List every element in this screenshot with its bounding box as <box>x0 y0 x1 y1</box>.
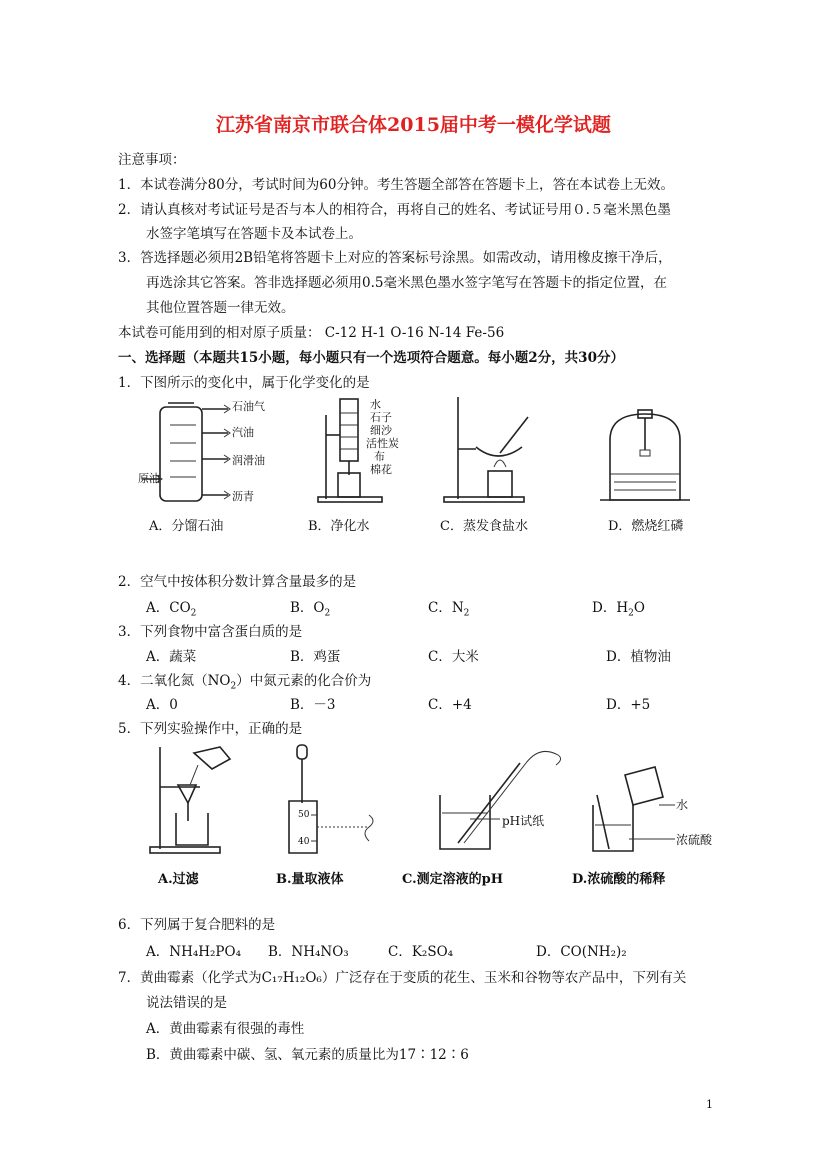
q3-option-c: C．大米 <box>428 649 479 665</box>
q2-option-b: B．$O_2$ <box>290 600 331 619</box>
q2-option-a: A．$CO_2$ <box>146 600 197 619</box>
notice-item-2b: 水签字笔填写在答题卡及本试卷上。 <box>146 226 362 242</box>
q5-caption-b: B.量取液体 <box>276 872 344 887</box>
q3-option-a: A．蔬菜 <box>146 649 197 665</box>
q6-option-a: A．NH₄H₂PO₄ <box>146 944 241 960</box>
q2-stem: 2．空气中按体积分数计算含量最多的是 <box>118 574 357 590</box>
q6-option-b: B．NH₄NO₃ <box>268 944 349 960</box>
notice-item-3a: 3．答选择题必须用2B铅笔将答题卡上对应的答案标号涂黑。如需改动，请用橡皮擦干净后， <box>118 250 672 266</box>
notice-item-3b: 再选涂其它答案。答非选择题必须用0.5毫米黑色墨水签字笔写在答题卡的指定位置，在 <box>146 275 667 291</box>
q7-option-b: B．黄曲霉素中碳、氢、氧元素的质量比为17∶12∶6 <box>146 1047 469 1063</box>
q1-caption-d: D．燃烧红磷 <box>608 519 684 534</box>
notice-heading: 注意事项： <box>118 152 186 168</box>
q6-stem: 6．下列属于复合肥料的是 <box>118 917 276 933</box>
label-sand: 细沙 <box>370 424 392 437</box>
cylinder-mark-40: 40 <box>298 837 310 847</box>
label-gasoline: 汽油 <box>232 426 254 439</box>
label-ph-paper: pH试纸 <box>502 814 545 828</box>
q1-caption-c: C．蒸发食盐水 <box>440 519 528 534</box>
ph-test-figure <box>430 745 580 855</box>
q7-stem-b: 说法错误的是 <box>146 995 227 1011</box>
label-crude-oil: 原油 <box>138 472 160 485</box>
q4-option-b: B．－3 <box>290 697 336 713</box>
q5-caption-d: D.浓硫酸的稀释 <box>572 872 666 887</box>
q4-option-c: C．+4 <box>428 697 472 713</box>
label-activated-carbon: 活性炭 <box>366 437 399 450</box>
q5-caption-a: A.过滤 <box>158 872 199 887</box>
q6-option-c: C．K₂SO₄ <box>388 944 454 960</box>
q1-stem: 1．下图所示的变化中，属于化学变化的是 <box>118 375 370 391</box>
q2-option-c: C．$N_2$ <box>428 600 470 619</box>
q3-stem: 3．下列食物中富含蛋白质的是 <box>118 624 303 640</box>
q4-option-d: D．+5 <box>606 697 651 713</box>
q5-caption-c: C.测定溶液的pH <box>402 872 504 887</box>
atomic-masses: 本试卷可能用到的相对原子质量： C-12 H-1 O-16 N-14 Fe-56 <box>118 325 505 341</box>
q3-option-d: D．植物油 <box>606 649 671 665</box>
label-water: 水 <box>370 398 381 411</box>
evaporation-figure <box>440 395 535 505</box>
label-concentrated-acid: 浓硫酸 <box>676 833 713 847</box>
q4-option-a: A．0 <box>146 697 178 713</box>
label-cloth: 布 <box>374 450 385 463</box>
page-number: 1 <box>706 1098 713 1111</box>
label-water-d: 水 <box>676 798 689 812</box>
notice-item-1: 1．本试卷满分80分，考试时间为60分钟。考生答题全部答在答题卡上，答在本试卷上无效。 <box>118 177 674 193</box>
notice-item-3c: 其他位置答题一律无效。 <box>146 300 295 316</box>
q2-option-d: D．$H_2O$ <box>592 600 645 619</box>
q6-option-d: D．CO(NH₂)₂ <box>536 944 627 960</box>
q4-stem: 4．二氧化氮$(NO_2)$中氮元素的化合价为 <box>118 673 372 692</box>
q5-stem: 5．下列实验操作中，正确的是 <box>118 721 303 737</box>
burning-phosphorus-figure <box>600 410 690 505</box>
label-asphalt: 沥青 <box>232 490 254 503</box>
label-cotton: 棉花 <box>370 463 392 476</box>
q7-stem-a: 7．黄曲霉素（化学式为C₁₇H₁₂O₆）广泛存在于变质的花生、玉米和谷物等农产品中，下列有关 <box>118 970 687 986</box>
q7-option-a: A．黄曲霉素有很强的毒性 <box>146 1021 305 1037</box>
notice-item-2a: 2．请认真核对考试证号是否与本人的相符合，再将自己的姓名、考试证号用０.５毫米黑色墨 <box>118 202 671 218</box>
section-heading: 一、选择题（本题共15小题，每小题只有一个选项符合题意。每小题2分，共30分） <box>118 350 624 366</box>
q1-caption-a: A．分馏石油 <box>149 519 224 534</box>
label-lubricant: 润滑油 <box>232 454 265 467</box>
label-stones: 石子 <box>370 411 392 424</box>
cylinder-mark-50: 50 <box>298 810 310 820</box>
distillation-column-figure <box>140 395 290 510</box>
filtration-figure <box>150 745 240 855</box>
q3-option-b: B．鸡蛋 <box>290 649 341 665</box>
label-petroleum-gas: 石油气 <box>232 400 265 413</box>
page-title: 江苏省南京市联合体2015届中考一模化学试题 <box>216 114 611 136</box>
q1-caption-b: B．净化水 <box>308 519 370 534</box>
